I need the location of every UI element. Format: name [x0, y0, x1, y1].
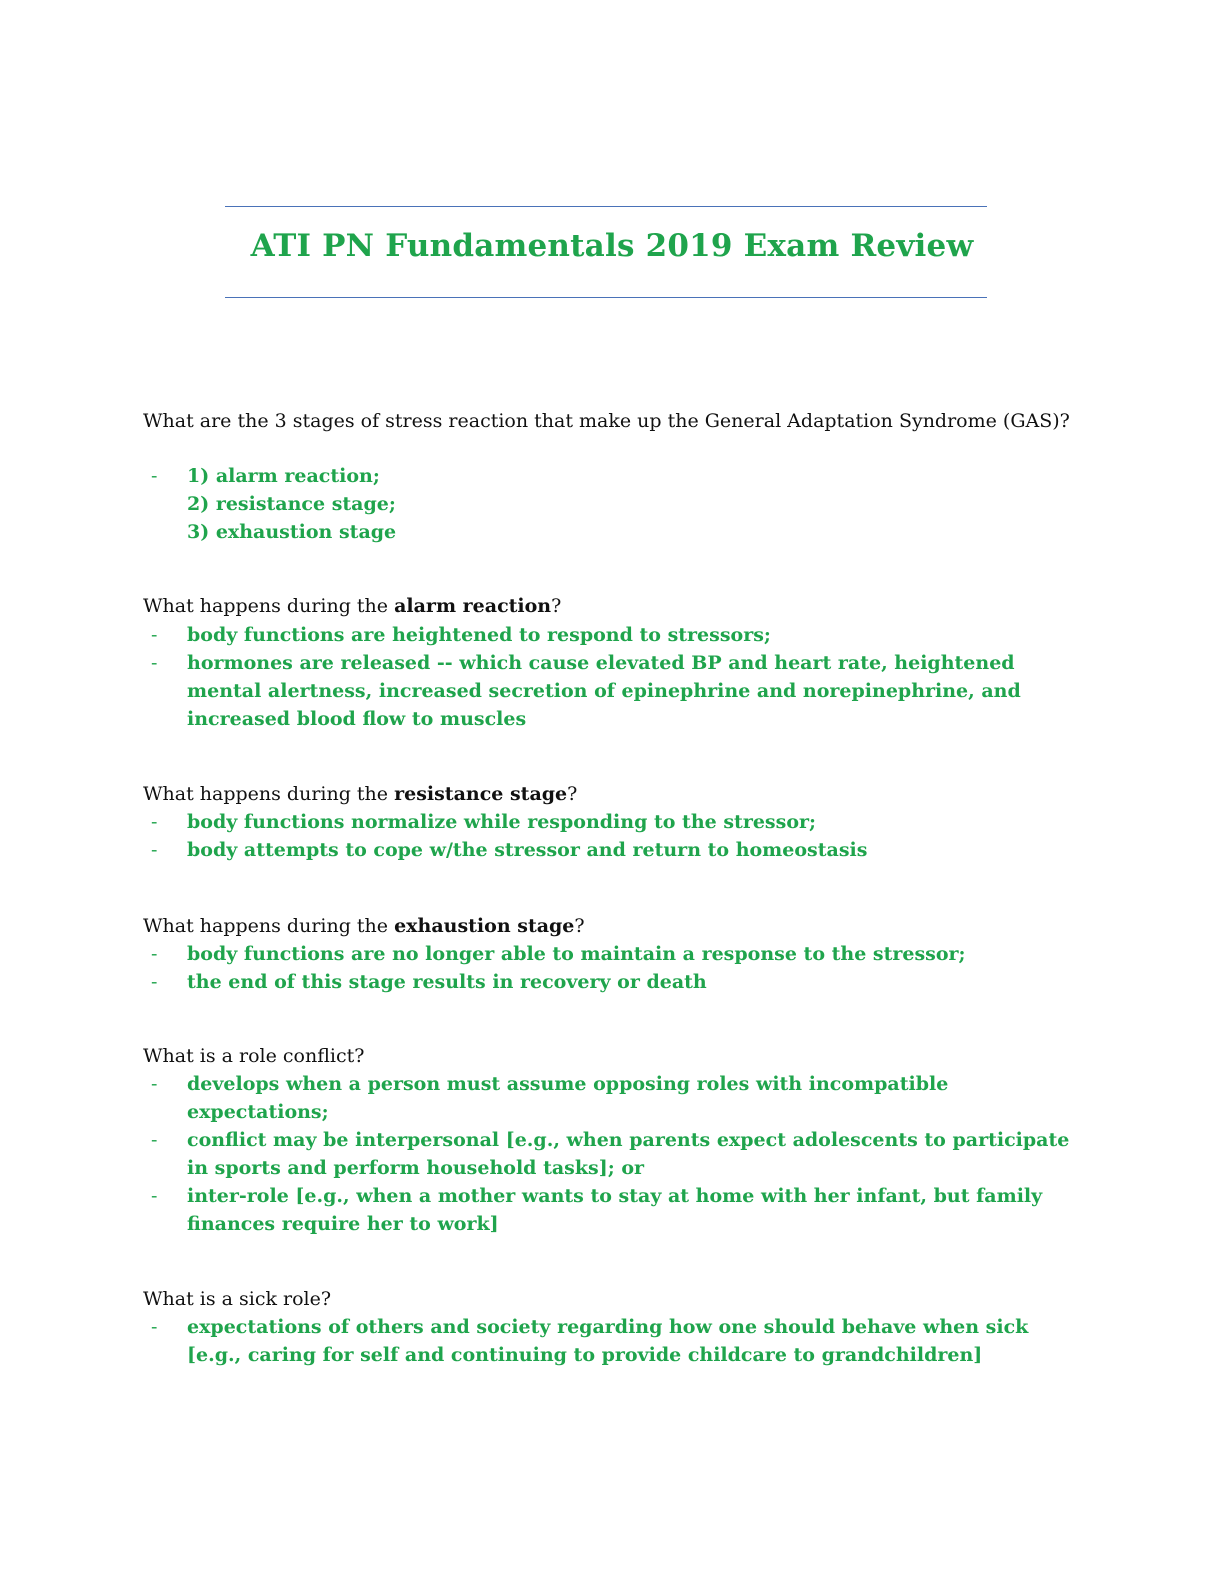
bullet-dash: -: [151, 839, 158, 861]
list-item: - hormones are released -- which cause elevated BP and heart rate, heightened mental alertness, increased secretion of epinephrine and norepinephrine, and increased blood flow to muscles: [143, 649, 1083, 733]
answer-list-alarm-reaction: [143, 621, 1083, 733]
bullet-dash: -: [151, 1316, 158, 1338]
answer-list-role-conflict: [143, 1070, 1083, 1238]
list-item: - the end of this stage results in recovery or death: [143, 968, 1083, 996]
page-title: ATI PN Fundamentals 2019 Exam Review: [250, 228, 974, 264]
list-item: - expectations of others and society regarding how one should behave when sick [e.g., caring for self and continuing to provide childcare to grandchildren]: [143, 1313, 1083, 1369]
bullet-dash: -: [151, 1073, 158, 1095]
answer-list-resistance-stage: [143, 808, 1083, 864]
bullet-dash: -: [151, 1129, 158, 1151]
question-sick-role: What is a sick role?: [143, 1288, 332, 1310]
bullet-dash: -: [151, 652, 158, 674]
list-item: - inter-role [e.g., when a mother wants to stay at home with her infant, but family finances require her to work]: [143, 1182, 1083, 1238]
answer-list-sick-role: [143, 1313, 1083, 1369]
question-resistance-stage: What happens during the resistance stage?: [143, 783, 578, 805]
question-exhaustion-stage: What happens during the exhaustion stage?: [143, 915, 585, 937]
bullet-dash: -: [151, 1185, 158, 1207]
list-item: - conflict may be interpersonal [e.g., when parents expect adolescents to participate in sports and perform household tasks]; or: [143, 1126, 1083, 1182]
answer-list-gas-stages: [143, 462, 1083, 546]
question-role-conflict: What is a role conflict?: [143, 1045, 365, 1067]
list-item: - develops when a person must assume opposing roles with incompatible expectations;: [143, 1070, 1083, 1126]
bullet-dash: -: [151, 971, 158, 993]
list-item: - 1) alarm reaction;: [143, 462, 1083, 490]
title-bottom-rule: [225, 297, 987, 298]
question-gas-stages: What are the 3 stages of stress reaction that make up the General Adaptation Syndrome (GAS)?: [143, 410, 1070, 432]
list-item: - body functions are heightened to respond to stressors;: [143, 621, 1083, 649]
question-alarm-reaction: What happens during the alarm reaction?: [143, 595, 562, 617]
bullet-dash: -: [151, 624, 158, 646]
list-item: 3) exhaustion stage: [187, 521, 397, 543]
list-item: 2) resistance stage;: [187, 493, 396, 515]
bullet-dash: -: [151, 943, 158, 965]
title-top-rule: [225, 206, 987, 207]
answer-list-exhaustion-stage: [143, 940, 1083, 996]
list-item: - body attempts to cope w/the stressor and return to homeostasis: [143, 836, 1083, 864]
list-item: - body functions are no longer able to maintain a response to the stressor;: [143, 940, 1083, 968]
list-item: - body functions normalize while responding to the stressor;: [143, 808, 1083, 836]
bullet-dash: -: [151, 465, 158, 487]
bullet-dash: -: [151, 811, 158, 833]
